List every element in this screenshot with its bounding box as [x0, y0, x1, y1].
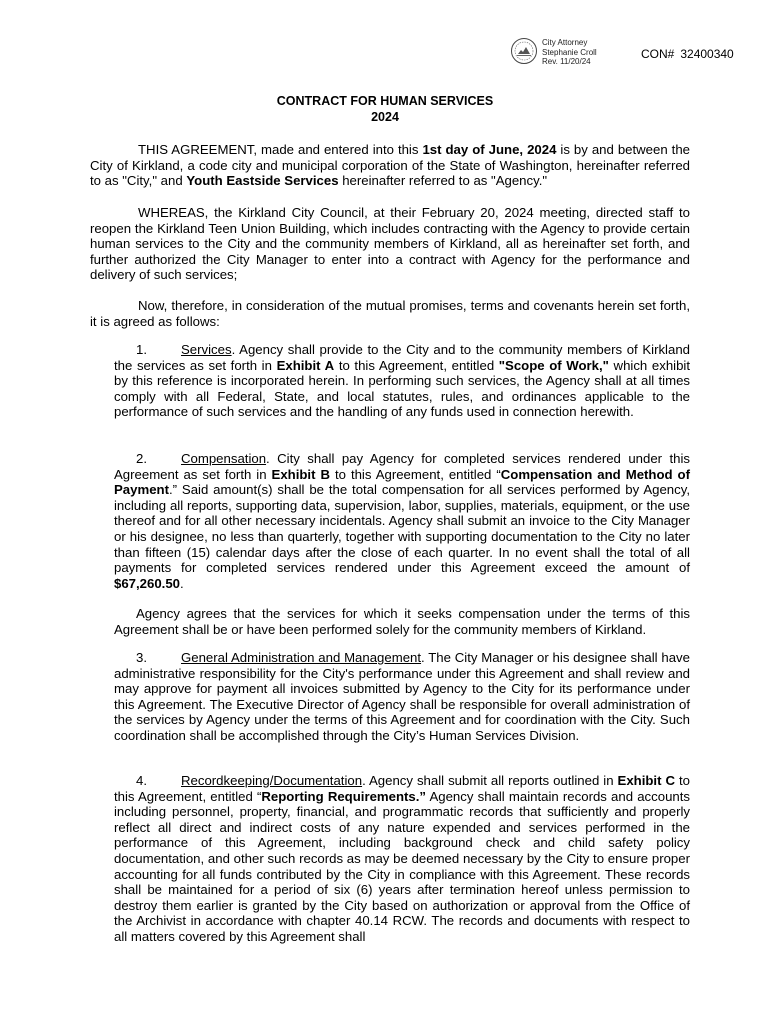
now-therefore-paragraph: [90, 298, 690, 329]
intro-paragraph: [90, 142, 690, 189]
whereas-paragraph: [90, 205, 690, 283]
contract-number: [641, 47, 740, 61]
agency-agrees-paragraph: [114, 606, 690, 637]
intro-text-3: hereinafter referred to as "Agency.": [338, 173, 548, 189]
stamp-line-3: Rev. 11/20/24: [542, 57, 591, 66]
section-2-heading: Compensation: [181, 451, 267, 466]
section-4-recordkeeping: 4. Recordkeeping/Documentation. Agency shall submit all reports outlined in Exhibit C to this Agreement, entitled “Reporting Requirements.” Agency shall maintain records and accounts including personnel, property, financial, and programmatic records that sufficiently and properly reflect all direct and indirect costs of any nature expended and services performed in the performance of this Agreement, including background check and child safety policy documentation, and other such records as may be deemed necessary by the City to ensure proper accounting for all funds contributed by the City in compliance with this Agreement. These records shall be maintained for a period of six (6) years after termination hereof unless permission to destroy them earlier is granted by the City based on authorization or approval from the Office of the Archivist in accordance with chapter 40.14 RCW. The records and documents with respect to all matters covered by this Agreement shall: [114, 773, 691, 944]
contract-number-value: 32400340: [680, 47, 734, 61]
section-3-heading: General Administration and Management: [181, 650, 422, 665]
section-4-number: 4.: [136, 773, 147, 788]
section-1-services: 1. Services. Agency shall provide to the City and to the community members of Kirkland the services as set forth in Exhibit A to this Agreement, entitled "Scope of Work," which exhibit by this reference is incorporated herein. In performing such services, the Agency shall at all times comply with all Federal, State, and local statutes, rules, and ordinances applicable to the performance of such services and the handling of any funds used in connection herewith.: [114, 342, 691, 420]
whereas-text: WHEREAS, the Kirkland City Council, at their February 20, 2024 meeting, directed staff to reopen the Kirkland Teen Union Building, which includes contracting with the Agency to provide certain human services to the City and the community members of Kirkland, all as hereinafter set forth, and further authorized the City Manager to enter into a contract with Agency for the performance and delivery of such services;: [90, 205, 690, 283]
now-therefore-text: Now, therefore, in consideration of the mutual promises, terms and covenants herein set forth, it is agreed as follows:: [90, 298, 690, 329]
section-3-number: 3.: [136, 650, 147, 665]
stamp-line-2: Stephanie Croll: [542, 47, 597, 57]
section-2-number: 2.: [136, 451, 147, 466]
agreement-date: 1st day of June, 2024: [422, 142, 557, 157]
section-1-number: 1.: [136, 342, 147, 357]
document-year: 2024: [371, 110, 399, 124]
intro-text-2: is by and between the City of Kirkland, a code city and municipal corporation of the State of Washington, hereinafter referred to as "City," and: [90, 142, 690, 189]
document-title: CONTRACT FOR HUMAN SERVICES: [276, 94, 494, 108]
stamp-line-1: City Attorney: [542, 38, 588, 47]
section-1-heading: Services: [181, 342, 232, 357]
section-3-administration: 3. General Administration and Management. The City Manager or his designee shall have administrative responsibility for the City's performance under this Agreement and shall review and may approve for payment all invoices submitted by Agency to the City for its performance under this Agreement. The Executive Director of Agency shall be responsible for overall administration of the services by Agency under the terms of this Agreement and for coordination with the City. Such coordination shall be accomplished through the City’s Human Services Division.: [114, 650, 690, 743]
stamp-text: [542, 38, 597, 67]
agency-name: Youth Eastside Services: [186, 173, 339, 189]
section-2-compensation: 2. Compensation. City shall pay Agency for completed services rendered under this Agreement as set forth in Exhibit B to this Agreement, entitled “Compensation and Method of Payment.” Said amount(s) shall be the total compensation for all services performed by Agency, including all reports, supporting data, supervision, labor, supplies, materials, equipment, or the use thereof and for all other necessary incidentals. Agency shall submit an invoice to the City Manager or his designee, no less than quarterly, together with supporting documentation to the City no later than fifteen (15) calendar days after the close of each quarter. In no event shall the total of all payments for completed services rendered under this Agreement exceed the amount of $67,260.50.: [114, 451, 690, 591]
section-4-heading: Recordkeeping/Documentation: [181, 773, 363, 788]
contract-number-label: CON#: [641, 47, 675, 61]
city-seal-icon: [510, 37, 538, 65]
max-amount: $67,260.50: [114, 575, 181, 591]
intro-text-1: THIS AGREEMENT, made and entered into this: [138, 142, 423, 157]
city-attorney-stamp: [510, 37, 750, 71]
agency-agrees-text: Agency agrees that the services for which it seeks compensation under the terms of this Agreement shall be or have been performed solely for the community members of Kirkland.: [114, 606, 690, 637]
